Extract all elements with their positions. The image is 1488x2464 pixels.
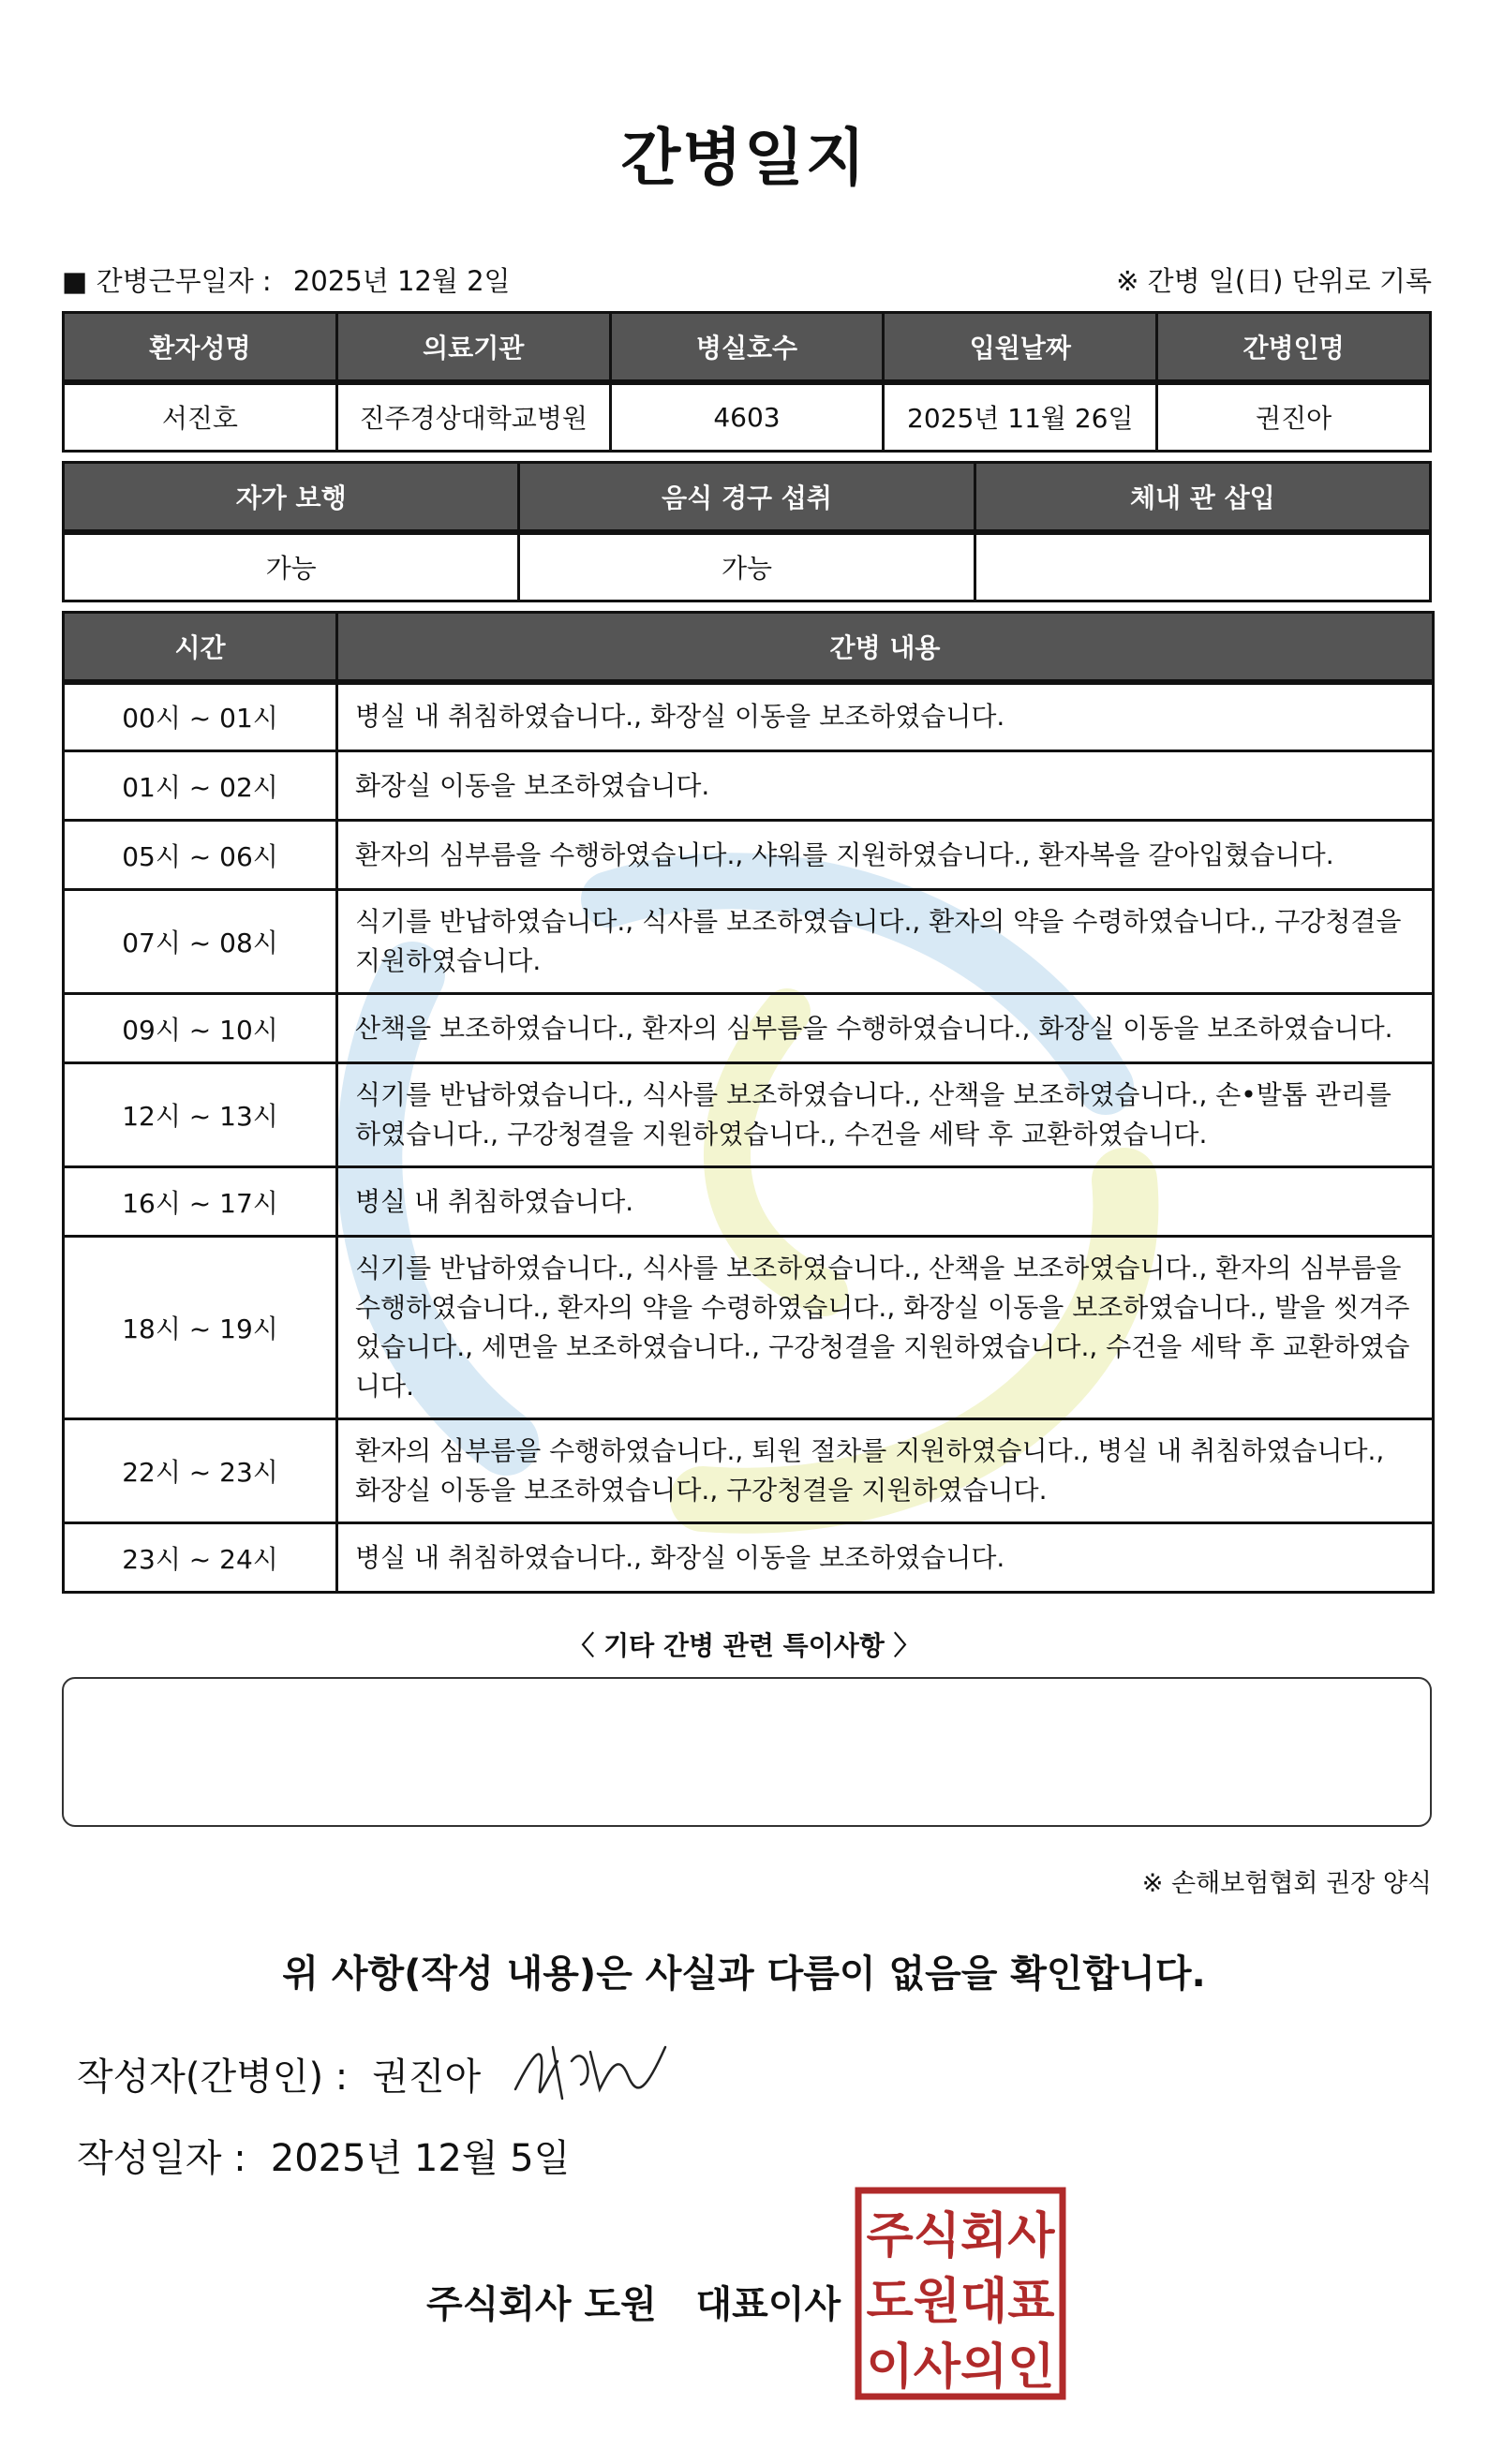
header-oral-intake: 음식 경구 섭취 bbox=[519, 463, 975, 532]
table-row bbox=[64, 1419, 1434, 1523]
header-time: 시간 bbox=[64, 613, 337, 682]
header-admission-date: 입원날짜 bbox=[884, 313, 1157, 382]
patient-info-table bbox=[62, 311, 1432, 453]
hospital-name: 진주경상대학교병원 bbox=[336, 382, 610, 452]
writer-name: 권진아 bbox=[372, 2056, 482, 2099]
care-log-table bbox=[62, 611, 1435, 1594]
notes-heading: 〈 기타 간병 관련 특이사항 〉 bbox=[568, 1630, 920, 1661]
header-room: 병실호수 bbox=[610, 313, 884, 382]
row-time: 12시 ~ 13시 bbox=[64, 1063, 337, 1167]
row-time: 16시 ~ 17시 bbox=[64, 1167, 337, 1237]
row-content: 병실 내 취침하였습니다., 화장실 이동을 보조하였습니다. bbox=[337, 1523, 1434, 1593]
row-time: 23시 ~ 24시 bbox=[64, 1523, 337, 1593]
row-content: 식기를 반납하였습니다., 식사를 보조하였습니다., 산책을 보조하였습니다., 환자의 심부름을 수행하였습니다., 환자의 약을 수령하였습니다., 화장실 이동을 보조하였습니다., 발을 씻겨주었습니다., 세면을 보조하였습니다., 구강청결을 지원하였습니다., 수건을 세탁 후 교환하였습니다. bbox=[337, 1237, 1434, 1419]
row-content: 병실 내 취침하였습니다., 화장실 이동을 보조하였습니다. bbox=[337, 682, 1434, 751]
tube-status bbox=[975, 532, 1430, 601]
row-time: 00시 ~ 01시 bbox=[64, 682, 337, 751]
table-row bbox=[64, 1523, 1434, 1593]
svg-text:주식회사: 주식회사 bbox=[866, 2208, 1055, 2264]
header-walking: 자가 보행 bbox=[64, 463, 519, 532]
written-date-value: 2025년 12월 5일 bbox=[270, 2137, 571, 2180]
confirmation-statement: 위 사항(작성 내용)은 사실과 다름이 없음을 확인합니다. bbox=[282, 1952, 1206, 1996]
admission-date: 2025년 11월 26일 bbox=[884, 382, 1157, 452]
table-row bbox=[64, 821, 1434, 890]
company-seal bbox=[855, 2187, 1066, 2400]
header-tube: 체내 관 삽입 bbox=[975, 463, 1430, 532]
row-time: 01시 ~ 02시 bbox=[64, 751, 337, 821]
writer-line bbox=[77, 2047, 481, 2100]
care-date-value: 2025년 12월 2일 bbox=[292, 265, 511, 297]
caregiver-name: 권진아 bbox=[1157, 382, 1431, 452]
table-row bbox=[64, 1063, 1434, 1167]
walking-status: 가능 bbox=[64, 532, 519, 601]
table-row bbox=[64, 751, 1434, 821]
header-caregiver: 간병인명 bbox=[1157, 313, 1431, 382]
table-row bbox=[64, 1167, 1434, 1237]
patient-status-table bbox=[62, 461, 1432, 602]
row-content: 병실 내 취침하였습니다. bbox=[337, 1167, 1434, 1237]
writer-label: 작성자(간병인) : bbox=[77, 2056, 349, 2099]
written-date-line bbox=[77, 2129, 570, 2182]
table-row bbox=[64, 994, 1434, 1063]
row-content: 산책을 보조하였습니다., 환자의 심부름을 수행하였습니다., 화장실 이동을 보조하였습니다. bbox=[337, 994, 1434, 1063]
row-time: 05시 ~ 06시 bbox=[64, 821, 337, 890]
record-unit-note: ※ 간병 일(日) 단위로 기록 bbox=[1116, 265, 1432, 297]
row-time: 07시 ~ 08시 bbox=[64, 890, 337, 994]
row-time: 09시 ~ 10시 bbox=[64, 994, 337, 1063]
row-time: 18시 ~ 19시 bbox=[64, 1237, 337, 1419]
recommendation-note: ※ 손해보험협회 권장 양식 bbox=[1141, 1869, 1432, 1898]
notes-box bbox=[62, 1677, 1432, 1827]
svg-text:도원대표: 도원대표 bbox=[866, 2274, 1055, 2330]
care-date-label: ■ 간병근무일자 : bbox=[62, 265, 272, 297]
row-content: 환자의 심부름을 수행하였습니다., 퇴원 절차를 지원하였습니다., 병실 내 취침하였습니다., 화장실 이동을 보조하였습니다., 구강청결을 지원하였습니다. bbox=[337, 1419, 1434, 1523]
written-date-label: 작성일자 : bbox=[77, 2137, 246, 2180]
patient-name: 서진호 bbox=[64, 382, 337, 452]
row-content: 환자의 심부름을 수행하였습니다., 샤워를 지원하였습니다., 환자복을 갈아입혔습니다. bbox=[337, 821, 1434, 890]
table-row bbox=[64, 1237, 1434, 1419]
header-care-content: 간병 내용 bbox=[337, 613, 1434, 682]
oral-intake-status: 가능 bbox=[519, 532, 975, 601]
row-content: 식기를 반납하였습니다., 식사를 보조하였습니다., 환자의 약을 수령하였습니다., 구강청결을 지원하였습니다. bbox=[337, 890, 1434, 994]
document-title: 간병일지 bbox=[620, 122, 868, 194]
header-hospital: 의료기관 bbox=[336, 313, 610, 382]
care-date bbox=[62, 260, 511, 299]
row-content: 화장실 이동을 보조하였습니다. bbox=[337, 751, 1434, 821]
company-signatory: 주식회사 도원 대표이사 bbox=[426, 2283, 841, 2326]
handwritten-signature bbox=[506, 2033, 675, 2108]
row-time: 22시 ~ 23시 bbox=[64, 1419, 337, 1523]
table-row bbox=[64, 890, 1434, 994]
header-patient-name: 환자성명 bbox=[64, 313, 337, 382]
room-number: 4603 bbox=[610, 382, 884, 452]
table-row bbox=[64, 682, 1434, 751]
svg-text:이사의인: 이사의인 bbox=[866, 2339, 1055, 2396]
row-content: 식기를 반납하였습니다., 식사를 보조하였습니다., 산책을 보조하였습니다., 손•발톱 관리를 하였습니다., 구강청결을 지원하였습니다., 수건을 세탁 후 교환하였습니다. bbox=[337, 1063, 1434, 1167]
